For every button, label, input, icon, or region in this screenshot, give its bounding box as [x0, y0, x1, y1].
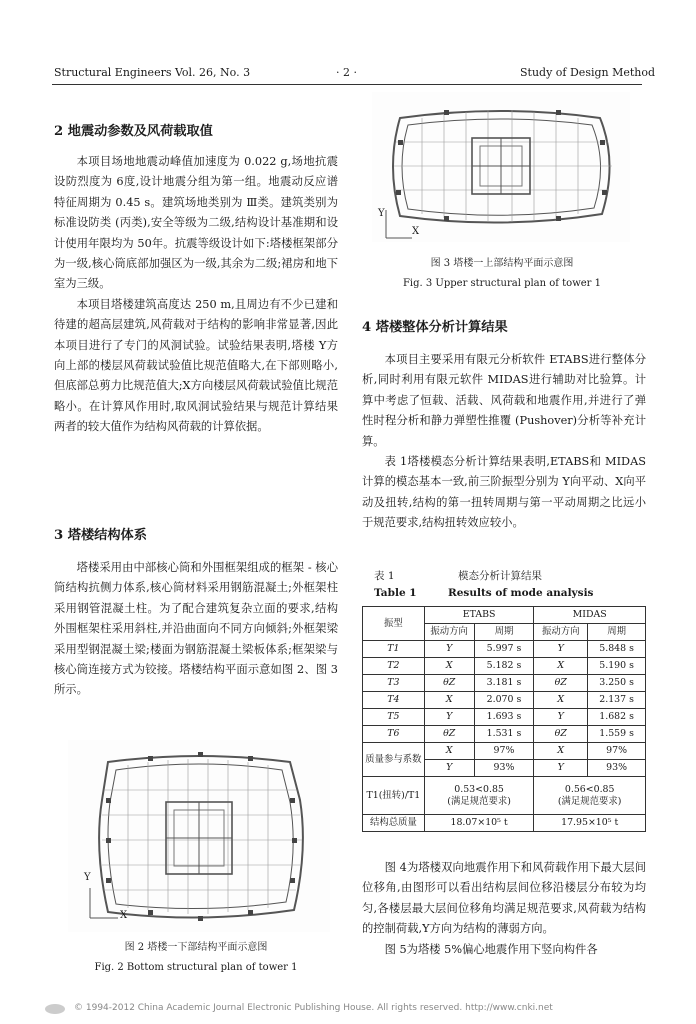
- cell: T4: [363, 692, 425, 709]
- cell: 2.137 s: [588, 692, 646, 709]
- cell: 1.531 s: [474, 726, 534, 743]
- table-1-title-en: Results of mode analysis: [448, 587, 594, 599]
- ratio-note: (满足规范要求): [447, 795, 511, 807]
- cell: X: [534, 743, 588, 760]
- table-row: [363, 777, 646, 815]
- ratio-note: (满足规范要求): [557, 795, 622, 807]
- header-midas: MIDAS: [534, 607, 646, 624]
- section-4-body-continued: [362, 858, 646, 960]
- header-mode: 振型: [363, 607, 425, 641]
- cell: Y: [534, 760, 588, 777]
- cell: X: [424, 743, 474, 760]
- ratio-value: 0.53<0.85: [454, 783, 504, 795]
- section-4-body: [362, 350, 646, 534]
- ratio-value: 0.56<0.85: [564, 783, 615, 795]
- cell: X: [424, 658, 474, 675]
- table-row: [363, 726, 646, 743]
- table-header-row: [363, 607, 646, 624]
- table-1-label-en: Table 1: [374, 587, 417, 599]
- paragraph: 本项目场地地震动峰值加速度为 0.022 g,场地抗震设防烈度为 6度,设计地震分组为第一组。地震动反应谱特征周期为 0.45 s。建筑场地类别为 Ⅲ类。建筑类别为标准设防类 (丙类),安全等级为二级,结构设计基准期和设计使用年限均为 50年。抗震等级设计如下:塔楼框架部分为一级,核心筒底部加强区为一级,其余为二级;裙房和地下室为三级。: [54, 155, 338, 291]
- cell: 5.182 s: [474, 658, 534, 675]
- paragraph: 本项目主要采用有限元分析软件 ETABS进行整体分析,同时利用有限元软件 MIDAS进行辅助对比验算。计算中考虑了恒载、活载、风荷载和地震作用,并进行了弹性时程分析和静力弹塑性推覆 (Pushover)分析等补充计算。: [362, 353, 646, 448]
- paragraph: 塔楼采用由中部核心筒和外围框架组成的框架 - 核心筒结构抗侧力体系,核心筒材料采用钢筋混凝土;外框架柱采用钢管混凝土柱。为了配合建筑复杂立面的要求,结构外围框架柱采用斜柱,并沿曲面向不同方向倾斜;外框架梁采用型钢混凝土梁;楼面为钢筋混凝土梁板体系;框架梁与核心筒连接方式为铰接。塔楼结构平面示意如图 2、图 3所示。: [54, 561, 338, 697]
- cell: Y: [424, 709, 474, 726]
- cell: 5.848 s: [588, 641, 646, 658]
- cell: 93%: [588, 760, 646, 777]
- figure-2-caption-en: Fig. 2 Bottom structural plan of tower 1: [94, 962, 298, 973]
- section-2-body: [54, 152, 338, 438]
- table-row: [363, 692, 646, 709]
- header-etabs: ETABS: [424, 607, 534, 624]
- section-4-title: 4 塔楼整体分析计算结果: [362, 320, 508, 335]
- paragraph: 图 5为塔楼 5%偏心地震作用下竖向构件各: [384, 942, 598, 956]
- axis-y-label: Y: [84, 872, 91, 883]
- table-row: [363, 709, 646, 726]
- figure-3-floor-plan: [372, 92, 630, 242]
- cell: X: [534, 658, 588, 675]
- cnki-logo-icon: [44, 1003, 66, 1018]
- cell: X: [534, 692, 588, 709]
- cell: θZ: [424, 675, 474, 692]
- header-rule: [52, 84, 642, 85]
- cell: θZ: [534, 675, 588, 692]
- table-1-label-cn: 表 1: [374, 570, 395, 582]
- header-period: 周期: [474, 624, 534, 641]
- section-3-body: [54, 558, 338, 701]
- running-header-right: Study of Design Method: [520, 66, 656, 79]
- cell: T6: [363, 726, 425, 743]
- axis-x-label: X: [120, 910, 128, 921]
- paragraph: 表 1塔楼模态分析计算结果表明,ETABS和 MIDAS计算的模态基本一致,前三阶振型分别为 Y向平动、X向平动及扭转,结构的第一扭转周期与第一平动周期之比远小于规范要求,结构扭转效应较小。: [362, 455, 646, 530]
- table-row: [363, 743, 646, 760]
- copyright-footer: © 1994-2012 China Academic Journal Electronic Publishing House. All rights reserved. http://www.cnki.net: [74, 1003, 553, 1013]
- cell: 97%: [588, 743, 646, 760]
- cell: 5.997 s: [474, 641, 534, 658]
- cell: 5.190 s: [588, 658, 646, 675]
- cell: 3.181 s: [474, 675, 534, 692]
- paragraph: 图 4为塔楼双向地震作用下和风荷载作用下最大层间位移角,由图形可以看出结构层间位移沿楼层分布较为均匀,各楼层最大层间位移角均满足规范要求,风荷载为结构的控制荷载,Y方向为结构的薄弱方向。: [362, 861, 646, 936]
- paragraph: 本项目塔楼建筑高度达 250 m,且周边有不少已建和待建的超高层建筑,风荷载对于结构的影响非常显著,因此本项目进行了专门的风洞试验。试验结果表明,塔楼 Y方向上部的楼层风荷载试验值比规范值略大,在下部则略小,但底部总剪力比规范值大;X方向楼层风荷载试验值比规范略小。在计算风作用时,取风洞试验结果与规范计算结果两者的较大值作为结构风荷载的计算依据。: [54, 297, 338, 434]
- table-row: [363, 658, 646, 675]
- cell: T1: [363, 641, 425, 658]
- cell: 1.693 s: [474, 709, 534, 726]
- table-row: [363, 641, 646, 658]
- table-1-title-cn: 模态分析计算结果: [458, 570, 542, 582]
- cell: T2: [363, 658, 425, 675]
- header-dir: 振动方向: [424, 624, 474, 641]
- cell: Y: [534, 709, 588, 726]
- figure-2-floor-plan: [68, 740, 330, 932]
- cell-weight-midas: 17.95×10⁵ t: [534, 815, 646, 832]
- cell: 97%: [474, 743, 534, 760]
- header-dir: 振动方向: [534, 624, 588, 641]
- cell-weight-label: 结构总质量: [363, 815, 425, 832]
- section-2-title: 2 地震动参数及风荷载取值: [54, 124, 213, 139]
- cell: Y: [534, 641, 588, 658]
- cell: 1.559 s: [588, 726, 646, 743]
- cell: Y: [424, 760, 474, 777]
- cell: θZ: [534, 726, 588, 743]
- cell: T5: [363, 709, 425, 726]
- table-1-mode-analysis: [362, 606, 646, 832]
- running-header-left: Structural Engineers Vol. 26, No. 3: [54, 66, 251, 79]
- cell: 2.070 s: [474, 692, 534, 709]
- cell-ratio-etabs: [424, 777, 534, 815]
- table-row: [363, 815, 646, 832]
- cell: 3.250 s: [588, 675, 646, 692]
- axis-x-label: X: [412, 226, 420, 237]
- header-period: 周期: [588, 624, 646, 641]
- figure-2-caption-cn: 图 2 塔楼一下部结构平面示意图: [124, 942, 268, 953]
- cell-mass-label: 质量参与系数: [363, 743, 425, 777]
- cell: 93%: [474, 760, 534, 777]
- cell: 1.682 s: [588, 709, 646, 726]
- cell: X: [424, 692, 474, 709]
- cell: T3: [363, 675, 425, 692]
- axis-y-label: Y: [378, 208, 385, 219]
- cell: θZ: [424, 726, 474, 743]
- cell-ratio-midas: [534, 777, 646, 815]
- figure-3-caption-en: Fig. 3 Upper structural plan of tower 1: [402, 278, 601, 289]
- cell-ratio-label: T1(扭转)/T1: [363, 777, 425, 815]
- table-row: [363, 675, 646, 692]
- page-number: · 2 ·: [336, 66, 357, 79]
- figure-3-caption-cn: 图 3 塔楼一上部结构平面示意图: [430, 258, 574, 269]
- section-3-title: 3 塔楼结构体系: [54, 528, 147, 543]
- cell-weight-etabs: 18.07×10⁵ t: [424, 815, 534, 832]
- cell: Y: [424, 641, 474, 658]
